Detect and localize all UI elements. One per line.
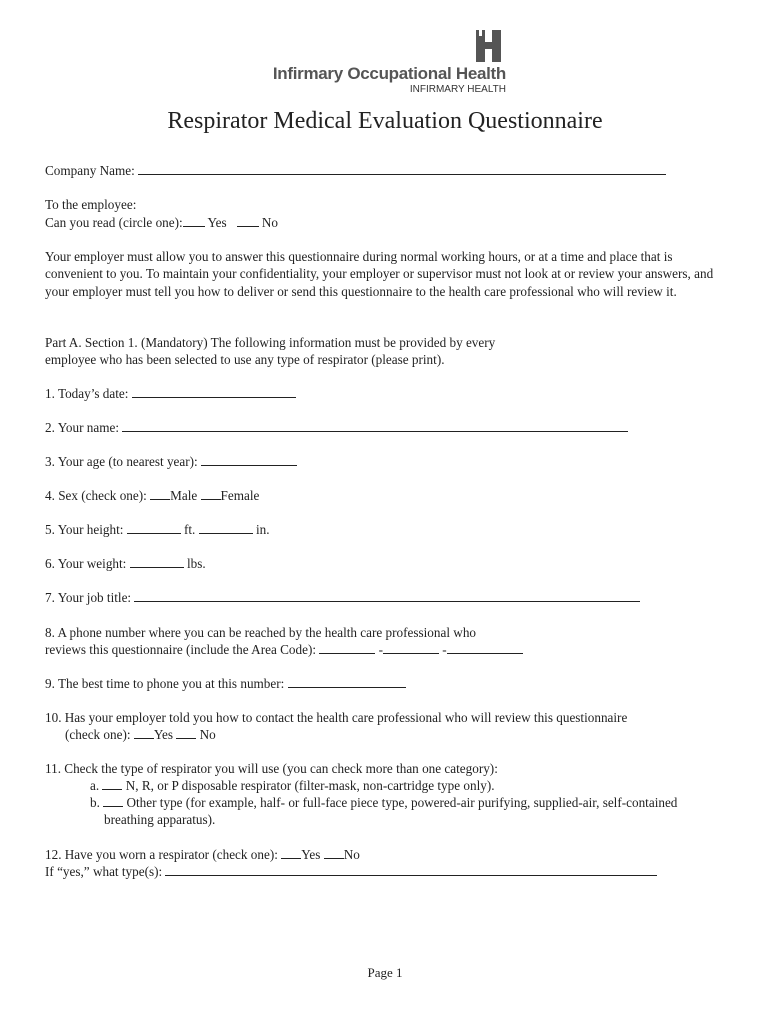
weight-unit: lbs.: [186, 556, 206, 571]
phone-separator-2: -: [442, 642, 447, 657]
q11-a-letter: a.: [90, 778, 100, 793]
q5-label: 5. Your height:: [45, 522, 124, 537]
phone-separator-1: -: [378, 642, 383, 657]
q11-b-text: Other type (for example, half- or full-face piece type, powered-air purifying, supplied-air, self-contained: [126, 795, 678, 810]
sex-female-label: Female: [220, 488, 260, 503]
q3-label: 3. Your age (to nearest year):: [45, 454, 198, 469]
organization-subtitle: INFIRMARY HEALTH: [409, 84, 506, 95]
q11-label: 11. Check the type of respirator you will use (you can check more than one category):: [45, 761, 498, 776]
todays-date-field[interactable]: [132, 385, 296, 398]
q8-row: [45, 641, 523, 658]
best-time-field[interactable]: [288, 675, 406, 688]
to-employee-heading: To the employee:: [45, 197, 137, 212]
q9-row: [45, 675, 406, 692]
job-title-field[interactable]: [134, 589, 640, 602]
q1-row: [45, 385, 296, 402]
can-read-yes-blank[interactable]: [183, 214, 205, 227]
q10-yes-label: Yes: [153, 727, 174, 742]
q12-label: 12. Have you worn a respirator (check one):: [45, 847, 278, 862]
can-read-yes-label: Yes: [207, 215, 227, 230]
q12-type-label: If “yes,” what type(s):: [45, 864, 163, 879]
q12-yes-blank[interactable]: [281, 846, 301, 859]
can-read-row: [45, 214, 278, 231]
q11-b-blank[interactable]: [103, 794, 123, 807]
phone-line-field[interactable]: [447, 641, 523, 654]
can-read-no-blank[interactable]: [237, 214, 259, 227]
q12-row: [45, 846, 360, 863]
q11-option-b: [90, 794, 677, 811]
q8-line1: 8. A phone number where you can be reached by the health care professional who: [45, 625, 477, 640]
phone-area-code-field[interactable]: [319, 641, 375, 654]
can-read-no-label: No: [261, 215, 278, 230]
your-name-field[interactable]: [122, 419, 628, 432]
sex-female-blank[interactable]: [201, 487, 221, 500]
q12-yes-label: Yes: [301, 847, 321, 862]
company-name-row: [45, 162, 666, 179]
respirator-type-field[interactable]: [165, 863, 657, 876]
q7-row: [45, 589, 640, 606]
q10-no-label: No: [199, 727, 216, 742]
sex-male-label: Male: [170, 488, 198, 503]
phone-prefix-field[interactable]: [383, 641, 439, 654]
height-feet-unit: ft.: [184, 522, 196, 537]
q10-row: [65, 726, 216, 743]
q10-line1: 10. Has your employer told you how to contact the health care professional who will review this questionnaire: [45, 710, 628, 725]
q2-label: 2. Your name:: [45, 420, 119, 435]
q1-label: 1. Today’s date:: [45, 386, 129, 401]
q11-a-text: N, R, or P disposable respirator (filter-mask, non-cartridge type only).: [125, 778, 495, 793]
document-title: Respirator Medical Evaluation Questionnaire: [167, 108, 603, 134]
q2-row: [45, 419, 628, 436]
q12-no-blank[interactable]: [324, 846, 344, 859]
intro-paragraph: Your employer must allow you to answer this questionnaire during normal working hours, or at a time and place that is convenient to you. To maintain your confidentiality, your employer or supervisor must not look at or review your answers, and your employer must tell you how to deliver or send this questionnaire to the health care professional who will review it.: [45, 249, 714, 299]
q5-row: [45, 521, 270, 538]
q8-label: reviews this questionnaire (include the Area Code):: [45, 642, 316, 657]
q4-label: 4. Sex (check one):: [45, 488, 147, 503]
q6-label: 6. Your weight:: [45, 556, 127, 571]
q11-b-text-continued: breathing apparatus).: [104, 812, 216, 827]
can-read-label: Can you read (circle one):: [45, 215, 183, 230]
weight-field[interactable]: [130, 555, 184, 568]
q3-row: [45, 453, 297, 470]
part-a-instructions: Part A. Section 1. (Mandatory) The following information must be provided by every employee who has been selected to use any type of respirator (please print).: [45, 335, 496, 368]
age-field[interactable]: [201, 453, 297, 466]
height-feet-field[interactable]: [127, 521, 181, 534]
company-name-label: Company Name:: [45, 163, 135, 178]
q12-type-row: [45, 863, 657, 880]
sex-male-blank[interactable]: [150, 487, 170, 500]
q4-row: [45, 487, 259, 504]
q10-check-label: (check one):: [65, 727, 131, 742]
q11-b-letter: b.: [90, 795, 100, 810]
q11-a-blank[interactable]: [102, 777, 122, 790]
q10-yes-blank[interactable]: [134, 726, 154, 739]
organization-name: Infirmary Occupational Health: [272, 64, 506, 83]
company-name-field[interactable]: [138, 162, 666, 175]
q12-no-label: No: [343, 847, 360, 862]
q10-no-blank[interactable]: [176, 726, 196, 739]
page-number: Page 1: [367, 965, 403, 980]
q11-option-a: [90, 777, 495, 794]
infirmary-health-logo-icon: [476, 30, 506, 62]
q6-row: [45, 555, 206, 572]
q9-label: 9. The best time to phone you at this number:: [45, 676, 285, 691]
height-inches-unit: in.: [255, 522, 270, 537]
q7-label: 7. Your job title:: [45, 590, 132, 605]
height-inches-field[interactable]: [199, 521, 253, 534]
